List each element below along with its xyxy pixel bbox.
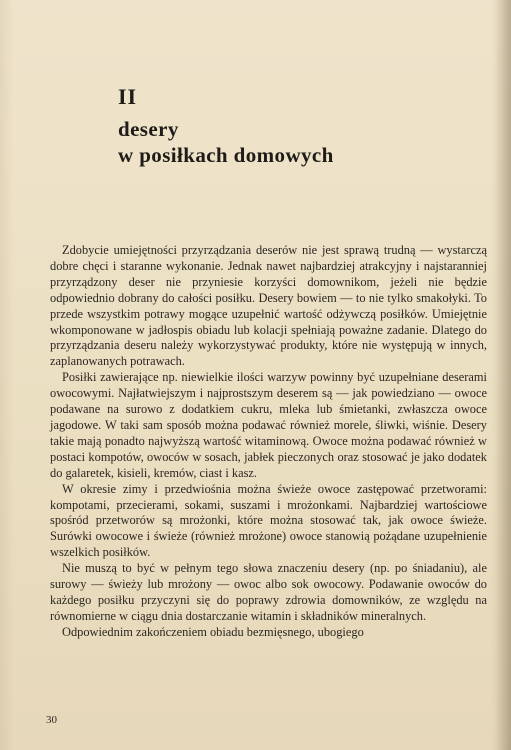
chapter-title-line-2: w posiłkach domowych: [118, 143, 334, 167]
page-number: 30: [46, 714, 57, 726]
paragraph-1: Zdobycie umiejętności przyrządzania deserów nie jest sprawą trudną — wystarczą dobre chęci i staranne wykonanie. Jednak nawet najbardziej atrakcyjny i najstaranniej przyrządzony deser nie przyniesie korzyści domownikom, jeżeli nie będzie odpowiednio dobrany do całości posiłku. Desery bowiem — to nie tylko smakołyki. To przede wszystkim potrawy mogące uzupełnić wartość odżywczą posiłków. Umiejętnie wkomponowane w jadłospis obiadu lub kolacji spełniają poważne zadanie. Dlatego do przyrządzania deseru należy wykorzystywać produkty, które nie występują w innych, zaplanowanych potrawach.: [50, 243, 487, 369]
chapter-title-line-1: desery: [118, 117, 179, 141]
paragraph-4: Nie muszą to być w pełnym tego słowa znaczeniu desery (np. po śniadaniu), ale surowy — świeży lub mrożony — owoc albo sok owocowy. Podawanie owoców do każdego posiłku przyczyni się do poprawy zdrowia domowników, ze względu na równomierne w ciągu dnia dostarczanie witamin i składników mineralnych.: [50, 561, 487, 623]
paragraph-2: Posiłki zawierające np. niewielkie ilości warzyw powinny być uzupełniane deserami owocowymi. Najłatwiejszym i najprostszym deserem są — jak powiedziano — owoce podawane na surowo z dodatkiem cukru, mleka lub śmietanki, zwłaszcza owoce jagodowe. W taki sam sposób można podawać również morele, śliwki, wiśnie. Desery takie mają ponadto najwyższą wartość witaminową. Owoce można podawać również w postaci kompotów, owoców w sosach, jabłek pieczonych oraz stosować je jako dodatek do galaretek, kisieli, kremów, ciast i kasz.: [50, 370, 487, 480]
paragraph-3: W okresie zimy i przedwiośnia można świeże owoce zastępować przetworami: kompotami, przecierami, sokami, suszami i mrożonkami. Najbardziej wartościowe spośród przetworów są mrożonki, które można stosować tak, jak owoce świeże. Surówki owocowe i świeże (również mrożone) owoce stanowią pożądane uzupełnienie wszelkich posiłków.: [50, 481, 487, 560]
body-text: [50, 243, 487, 641]
chapter-number: II: [118, 84, 138, 109]
page-edge-shadow: [495, 0, 511, 750]
paragraph-5: Odpowiednim zakończeniem obiadu bezmięsnego, ubogiego: [62, 624, 364, 639]
chapter-title: [118, 116, 334, 168]
